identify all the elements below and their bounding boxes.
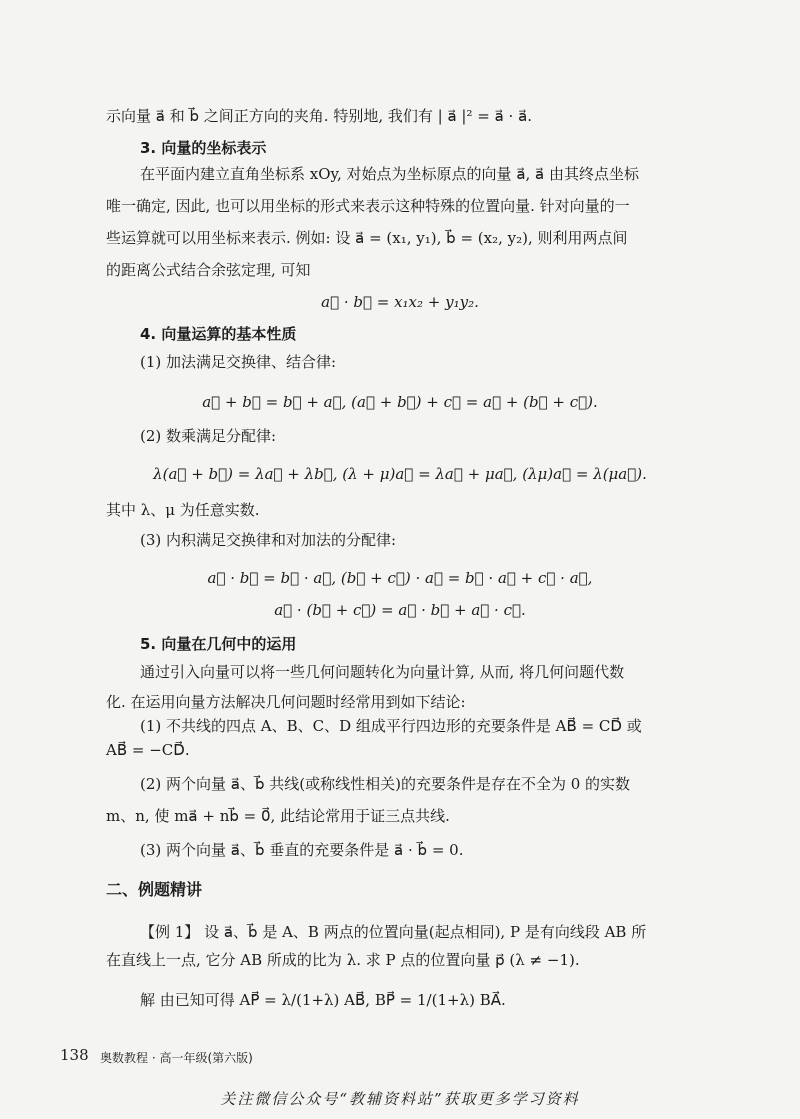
text-line: (1) 不共线的四点 A、B、C、D 组成平行四边形的充要条件是 AB⃗ = CD⃗ 或 xyxy=(140,717,642,735)
section-heading: 5. 向量在几何中的运用 xyxy=(140,635,297,653)
formula: a⃗ + b⃗ = b⃗ + a⃗, (a⃗ + b⃗) + c⃗ = a⃗ + (b⃗ + c⃗). xyxy=(202,393,598,411)
text-line: 示向量 a⃗ 和 b⃗ 之间正方向的夹角. 特别地, 我们有 | a⃗ |² = a⃗ · a⃗. xyxy=(106,107,533,125)
text-line: 的距离公式结合余弦定理, 可知 xyxy=(106,261,311,279)
page-number: 138 xyxy=(60,1046,89,1064)
example-line: 在直线上一点, 它分 AB 所成的比为 λ. 求 P 点的位置向量 p⃗ (λ ≠ −1). xyxy=(106,951,580,969)
section-heading: 4. 向量运算的基本性质 xyxy=(140,325,297,343)
formula: λ(a⃗ + b⃗) = λa⃗ + λb⃗, (λ + μ)a⃗ = λa⃗ + μa⃗, (λμ)a⃗ = λ(μa⃗). xyxy=(153,465,647,483)
section-title: 二、例题精讲 xyxy=(106,880,203,899)
text-line: (2) 数乘满足分配律: xyxy=(140,427,277,445)
text-line: (3) 两个向量 a⃗、b⃗ 垂直的充要条件是 a⃗ · b⃗ = 0. xyxy=(140,841,464,859)
section-heading: 3. 向量的坐标表示 xyxy=(140,139,267,157)
text-line: 其中 λ、μ 为任意实数. xyxy=(106,501,260,519)
text-line: (2) 两个向量 a⃗、b⃗ 共线(或称线性相关)的充要条件是存在不全为 0 的实数 xyxy=(140,775,631,793)
watermark-text: 关注微信公众号“教辅资料站”获取更多学习资料 xyxy=(220,1090,580,1108)
book-title: 奥数教程 · 高一年级(第六版) xyxy=(100,1051,253,1065)
example-line: 【例 1】 设 a⃗、b⃗ 是 A、B 两点的位置向量(起点相同), P 是有向线段 AB 所 xyxy=(140,923,647,941)
text-line: 些运算就可以用坐标来表示. 例如: 设 a⃗ = (x₁, y₁), b⃗ = (x₂, y₂), 则利用两点间 xyxy=(106,229,628,247)
text-line: (3) 内积满足交换律和对加法的分配律: xyxy=(140,531,397,549)
text-line: 唯一确定, 因此, 也可以用坐标的形式来表示这种特殊的位置向量. 针对向量的一 xyxy=(106,197,630,215)
text-line: 通过引入向量可以将一些几何问题转化为向量计算, 从而, 将几何问题代数 xyxy=(140,663,625,681)
text-line: 在平面内建立直角坐标系 xOy, 对始点为坐标原点的向量 a⃗, a⃗ 由其终点坐标 xyxy=(140,165,640,183)
formula: a⃗ · (b⃗ + c⃗) = a⃗ · b⃗ + a⃗ · c⃗. xyxy=(274,601,526,619)
formula: a⃗ · b⃗ = b⃗ · a⃗, (b⃗ + c⃗) · a⃗ = b⃗ · a⃗ + c⃗ · a⃗, xyxy=(207,569,593,587)
text-line: 化. 在运用向量方法解决几何问题时经常用到如下结论: xyxy=(106,693,466,711)
text-line: AB⃗ = −CD⃗. xyxy=(106,741,190,759)
text-line: (1) 加法满足交换律、结合律: xyxy=(140,353,337,371)
text-line: m、n, 使 ma⃗ + nb⃗ = 0⃗, 此结论常用于证三点共线. xyxy=(106,807,450,825)
formula: a⃗ · b⃗ = x₁x₂ + y₁y₂. xyxy=(321,293,479,311)
solution-line: 解 由已知可得 AP⃗ = λ/(1+λ) AB⃗, BP⃗ = 1/(1+λ) BA⃗. xyxy=(140,991,506,1009)
